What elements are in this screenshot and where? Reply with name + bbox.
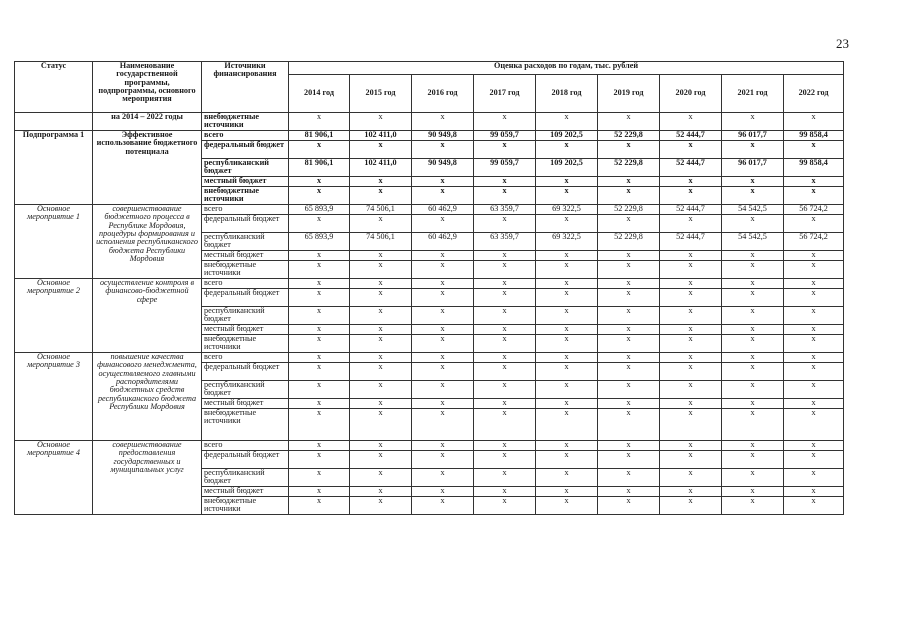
value-cell: х — [660, 325, 722, 335]
value-cell: х — [598, 261, 660, 279]
value-cell: х — [350, 279, 412, 289]
value-cell: х — [722, 451, 784, 469]
value-cell: х — [722, 187, 784, 205]
value-cell: х — [536, 497, 598, 515]
value-cell: х — [412, 441, 474, 451]
value-cell: х — [598, 469, 660, 487]
value-cell: х — [289, 409, 350, 441]
program-name-cell: на 2014 – 2022 годы — [93, 113, 202, 131]
value-cell: х — [289, 497, 350, 515]
value-cell: х — [660, 307, 722, 325]
program-name-cell: Эффективное использование бюджетного потенциала — [93, 131, 202, 205]
header-year: 2019 год — [598, 75, 660, 113]
value-cell: х — [474, 335, 536, 353]
value-cell: х — [536, 363, 598, 381]
source-cell: федеральный бюджет — [202, 451, 289, 469]
value-cell: х — [598, 353, 660, 363]
value-cell: х — [289, 279, 350, 289]
value-cell: х — [412, 177, 474, 187]
header-year: 2016 год — [412, 75, 474, 113]
value-cell: х — [412, 187, 474, 205]
value-cell: 56 724,2 — [784, 233, 844, 251]
value-cell: х — [660, 177, 722, 187]
value-cell: х — [660, 215, 722, 233]
value-cell: 74 506,1 — [350, 205, 412, 215]
value-cell: х — [289, 261, 350, 279]
budget-table — [14, 61, 844, 515]
table-row — [15, 279, 844, 289]
value-cell: х — [598, 335, 660, 353]
value-cell: х — [474, 307, 536, 325]
value-cell: х — [722, 279, 784, 289]
source-cell: федеральный бюджет — [202, 289, 289, 307]
value-cell: х — [289, 113, 350, 131]
value-cell: х — [412, 325, 474, 335]
value-cell: х — [784, 177, 844, 187]
value-cell: х — [598, 497, 660, 515]
value-cell: х — [598, 399, 660, 409]
value-cell: х — [474, 325, 536, 335]
source-cell: федеральный бюджет — [202, 215, 289, 233]
value-cell: х — [784, 399, 844, 409]
value-cell: х — [350, 289, 412, 307]
value-cell: х — [350, 325, 412, 335]
value-cell: 90 949,8 — [412, 159, 474, 177]
value-cell: 65 893,9 — [289, 205, 350, 215]
value-cell: х — [412, 113, 474, 131]
header-year: 2014 год — [289, 75, 350, 113]
value-cell: 52 444,7 — [660, 159, 722, 177]
value-cell: х — [412, 251, 474, 261]
value-cell: х — [784, 261, 844, 279]
value-cell: х — [289, 335, 350, 353]
value-cell: 52 229,8 — [598, 233, 660, 251]
source-cell: внебюджетные источники — [202, 113, 289, 131]
value-cell: х — [474, 399, 536, 409]
value-cell: х — [536, 353, 598, 363]
value-cell: х — [536, 441, 598, 451]
value-cell: х — [474, 451, 536, 469]
value-cell: х — [660, 469, 722, 487]
value-cell: х — [536, 487, 598, 497]
source-cell: внебюджетные источники — [202, 261, 289, 279]
source-cell: республиканский бюджет — [202, 159, 289, 177]
value-cell: х — [536, 289, 598, 307]
value-cell: х — [289, 325, 350, 335]
value-cell: х — [536, 469, 598, 487]
value-cell: 65 893,9 — [289, 233, 350, 251]
value-cell: х — [660, 279, 722, 289]
header-estimate: Оценка расходов по годам, тыс. рублей — [289, 62, 844, 75]
source-cell: внебюджетные источники — [202, 497, 289, 515]
value-cell: х — [350, 177, 412, 187]
value-cell: х — [350, 451, 412, 469]
value-cell: х — [474, 487, 536, 497]
value-cell: х — [660, 251, 722, 261]
value-cell: х — [474, 441, 536, 451]
value-cell: х — [536, 251, 598, 261]
value-cell: х — [660, 335, 722, 353]
value-cell: х — [722, 325, 784, 335]
status-cell: Основное мероприятие 3 — [15, 353, 93, 441]
value-cell: х — [660, 399, 722, 409]
header-year: 2021 год — [722, 75, 784, 113]
value-cell: х — [722, 335, 784, 353]
status-cell — [15, 113, 93, 131]
value-cell: 52 229,8 — [598, 205, 660, 215]
value-cell: х — [598, 289, 660, 307]
source-cell: местный бюджет — [202, 487, 289, 497]
value-cell: х — [536, 261, 598, 279]
value-cell: 81 906,1 — [289, 159, 350, 177]
value-cell: х — [784, 487, 844, 497]
value-cell: х — [784, 441, 844, 451]
value-cell: х — [350, 487, 412, 497]
value-cell: х — [598, 363, 660, 381]
value-cell: х — [722, 381, 784, 399]
value-cell: х — [598, 441, 660, 451]
source-cell: республиканский бюджет — [202, 381, 289, 399]
value-cell: х — [412, 409, 474, 441]
value-cell: х — [350, 497, 412, 515]
value-cell: х — [598, 409, 660, 441]
value-cell: х — [536, 399, 598, 409]
value-cell: х — [722, 409, 784, 441]
value-cell: х — [289, 381, 350, 399]
header-name: Наименование государственной программы, подпрограммы, основного мероприятия — [93, 62, 202, 113]
value-cell: 54 542,5 — [722, 233, 784, 251]
value-cell: х — [784, 451, 844, 469]
value-cell: х — [412, 307, 474, 325]
value-cell: х — [784, 251, 844, 261]
value-cell: 69 322,5 — [536, 233, 598, 251]
value-cell: х — [784, 187, 844, 205]
value-cell: 60 462,9 — [412, 233, 474, 251]
value-cell: х — [784, 381, 844, 399]
value-cell: х — [536, 187, 598, 205]
value-cell: 69 322,5 — [536, 205, 598, 215]
value-cell: х — [350, 409, 412, 441]
value-cell: х — [660, 451, 722, 469]
value-cell: х — [660, 289, 722, 307]
value-cell: х — [598, 187, 660, 205]
value-cell: х — [289, 307, 350, 325]
value-cell: х — [784, 353, 844, 363]
value-cell: х — [289, 487, 350, 497]
value-cell: 96 017,7 — [722, 131, 784, 141]
value-cell: 90 949,8 — [412, 131, 474, 141]
value-cell: 109 202,5 — [536, 159, 598, 177]
value-cell: х — [350, 307, 412, 325]
value-cell: х — [350, 261, 412, 279]
value-cell: х — [474, 261, 536, 279]
value-cell: х — [536, 215, 598, 233]
value-cell: х — [350, 381, 412, 399]
value-cell: х — [784, 335, 844, 353]
header-year: 2020 год — [660, 75, 722, 113]
value-cell: х — [598, 141, 660, 159]
value-cell: х — [474, 289, 536, 307]
value-cell: х — [536, 177, 598, 187]
value-cell: х — [474, 251, 536, 261]
value-cell: х — [598, 251, 660, 261]
value-cell: х — [598, 215, 660, 233]
table-row — [15, 131, 844, 141]
value-cell: 52 229,8 — [598, 131, 660, 141]
value-cell: х — [598, 307, 660, 325]
header-year: 2015 год — [350, 75, 412, 113]
value-cell: х — [598, 177, 660, 187]
value-cell: х — [722, 261, 784, 279]
value-cell: х — [784, 141, 844, 159]
value-cell: х — [350, 399, 412, 409]
table-row — [15, 113, 844, 131]
value-cell: х — [289, 353, 350, 363]
value-cell: х — [289, 177, 350, 187]
value-cell: 102 411,0 — [350, 159, 412, 177]
value-cell: х — [474, 279, 536, 289]
value-cell: х — [784, 289, 844, 307]
program-name-cell: совершенствование предоставления государственных и муниципальных услуг — [93, 441, 202, 515]
value-cell: х — [536, 307, 598, 325]
value-cell: х — [536, 325, 598, 335]
source-cell: местный бюджет — [202, 399, 289, 409]
value-cell: х — [350, 363, 412, 381]
source-cell: внебюджетные источники — [202, 409, 289, 441]
status-cell: Основное мероприятие 2 — [15, 279, 93, 353]
value-cell: х — [784, 325, 844, 335]
status-cell: Основное мероприятие 1 — [15, 205, 93, 279]
table-row — [15, 441, 844, 451]
value-cell: х — [722, 353, 784, 363]
value-cell: х — [412, 279, 474, 289]
value-cell: х — [412, 289, 474, 307]
value-cell: х — [722, 399, 784, 409]
value-cell: х — [350, 335, 412, 353]
status-cell: Подпрограмма 1 — [15, 131, 93, 205]
source-cell: внебюджетные источники — [202, 335, 289, 353]
value-cell: х — [289, 441, 350, 451]
value-cell: х — [598, 279, 660, 289]
source-cell: федеральный бюджет — [202, 363, 289, 381]
value-cell: х — [536, 381, 598, 399]
value-cell: х — [289, 289, 350, 307]
value-cell: х — [598, 113, 660, 131]
value-cell: х — [474, 409, 536, 441]
value-cell: х — [784, 469, 844, 487]
source-cell: республиканский бюджет — [202, 307, 289, 325]
value-cell: х — [412, 451, 474, 469]
value-cell: х — [350, 215, 412, 233]
program-name-cell: осуществление контроля в финансово-бюджетной сфере — [93, 279, 202, 353]
value-cell: х — [536, 141, 598, 159]
value-cell: х — [412, 363, 474, 381]
value-cell: 109 202,5 — [536, 131, 598, 141]
value-cell: х — [722, 141, 784, 159]
value-cell: х — [536, 279, 598, 289]
source-cell: всего — [202, 279, 289, 289]
value-cell: 99 059,7 — [474, 131, 536, 141]
value-cell: х — [598, 381, 660, 399]
source-cell: всего — [202, 205, 289, 215]
value-cell: х — [660, 381, 722, 399]
value-cell: 74 506,1 — [350, 233, 412, 251]
source-cell: республиканский бюджет — [202, 233, 289, 251]
value-cell: х — [474, 381, 536, 399]
value-cell: х — [289, 469, 350, 487]
value-cell: х — [474, 215, 536, 233]
value-cell: 99 858,4 — [784, 131, 844, 141]
value-cell: х — [350, 187, 412, 205]
value-cell: х — [289, 141, 350, 159]
value-cell: х — [722, 289, 784, 307]
value-cell: х — [350, 141, 412, 159]
value-cell: 60 462,9 — [412, 205, 474, 215]
value-cell: 99 858,4 — [784, 159, 844, 177]
value-cell: х — [536, 113, 598, 131]
value-cell: х — [412, 215, 474, 233]
value-cell: х — [474, 141, 536, 159]
source-cell: всего — [202, 353, 289, 363]
value-cell: х — [660, 141, 722, 159]
value-cell: х — [722, 307, 784, 325]
value-cell: х — [598, 325, 660, 335]
value-cell: х — [784, 113, 844, 131]
source-cell: всего — [202, 441, 289, 451]
value-cell: х — [660, 353, 722, 363]
value-cell: х — [412, 381, 474, 399]
value-cell: х — [536, 335, 598, 353]
value-cell: х — [598, 451, 660, 469]
value-cell: х — [289, 399, 350, 409]
source-cell: местный бюджет — [202, 251, 289, 261]
value-cell: х — [722, 487, 784, 497]
value-cell: х — [660, 497, 722, 515]
value-cell: 52 444,7 — [660, 205, 722, 215]
value-cell: 63 359,7 — [474, 233, 536, 251]
source-cell: местный бюджет — [202, 177, 289, 187]
value-cell: х — [722, 497, 784, 515]
value-cell: х — [474, 363, 536, 381]
page-number: 23 — [836, 36, 849, 51]
value-cell: х — [722, 251, 784, 261]
value-cell: х — [350, 353, 412, 363]
value-cell: х — [660, 113, 722, 131]
value-cell: х — [722, 441, 784, 451]
value-cell: х — [412, 261, 474, 279]
value-cell: х — [598, 487, 660, 497]
value-cell: х — [474, 497, 536, 515]
value-cell: х — [784, 497, 844, 515]
source-cell: республиканский бюджет — [202, 469, 289, 487]
value-cell: х — [350, 113, 412, 131]
value-cell: х — [289, 251, 350, 261]
source-cell: местный бюджет — [202, 325, 289, 335]
source-cell: внебюджетные источники — [202, 187, 289, 205]
value-cell: х — [784, 279, 844, 289]
value-cell: х — [722, 469, 784, 487]
value-cell: х — [722, 363, 784, 381]
value-cell: 52 444,7 — [660, 233, 722, 251]
value-cell: х — [289, 363, 350, 381]
value-cell: х — [722, 215, 784, 233]
value-cell: х — [660, 409, 722, 441]
value-cell: х — [412, 469, 474, 487]
table-row — [15, 353, 844, 363]
value-cell: х — [350, 441, 412, 451]
value-cell: х — [350, 251, 412, 261]
value-cell: х — [784, 363, 844, 381]
value-cell: х — [784, 307, 844, 325]
value-cell: х — [536, 451, 598, 469]
value-cell: 54 542,5 — [722, 205, 784, 215]
header-sources: Источники финансирования — [202, 62, 289, 113]
value-cell: х — [350, 469, 412, 487]
header-year: 2022 год — [784, 75, 844, 113]
program-name-cell: совершенствование бюджетного процесса в Республике Мордовия, процедуры формирования и исполнения республиканского бюджета Республики Мордовия — [93, 205, 202, 279]
value-cell: х — [660, 261, 722, 279]
value-cell: х — [660, 441, 722, 451]
value-cell: 63 359,7 — [474, 205, 536, 215]
value-cell: х — [474, 187, 536, 205]
value-cell: х — [784, 215, 844, 233]
value-cell: х — [474, 353, 536, 363]
program-name-cell: повышение качества финансового менеджмента, осуществляемого главными распорядителями бюджетных средств республиканского бюджета Республики Мордовия — [93, 353, 202, 441]
value-cell: х — [412, 353, 474, 363]
value-cell: х — [660, 487, 722, 497]
value-cell: 52 229,8 — [598, 159, 660, 177]
status-cell: Основное мероприятие 4 — [15, 441, 93, 515]
value-cell: х — [474, 113, 536, 131]
value-cell: х — [412, 487, 474, 497]
value-cell: 52 444,7 — [660, 131, 722, 141]
value-cell: х — [412, 141, 474, 159]
value-cell: х — [660, 187, 722, 205]
value-cell: х — [660, 363, 722, 381]
value-cell: х — [536, 409, 598, 441]
value-cell: х — [289, 187, 350, 205]
source-cell: всего — [202, 131, 289, 141]
value-cell: х — [412, 399, 474, 409]
value-cell: х — [784, 409, 844, 441]
value-cell: х — [289, 215, 350, 233]
value-cell: х — [722, 113, 784, 131]
value-cell: х — [412, 497, 474, 515]
value-cell: х — [722, 177, 784, 187]
source-cell: федеральный бюджет — [202, 141, 289, 159]
value-cell: 102 411,0 — [350, 131, 412, 141]
header-status: Статус — [15, 62, 93, 113]
value-cell: 56 724,2 — [784, 205, 844, 215]
table-row — [15, 205, 844, 215]
value-cell: х — [474, 469, 536, 487]
header-year: 2018 год — [536, 75, 598, 113]
value-cell: х — [289, 451, 350, 469]
value-cell: х — [412, 335, 474, 353]
header-year: 2017 год — [474, 75, 536, 113]
value-cell: 81 906,1 — [289, 131, 350, 141]
value-cell: 96 017,7 — [722, 159, 784, 177]
value-cell: х — [474, 177, 536, 187]
value-cell: 99 059,7 — [474, 159, 536, 177]
